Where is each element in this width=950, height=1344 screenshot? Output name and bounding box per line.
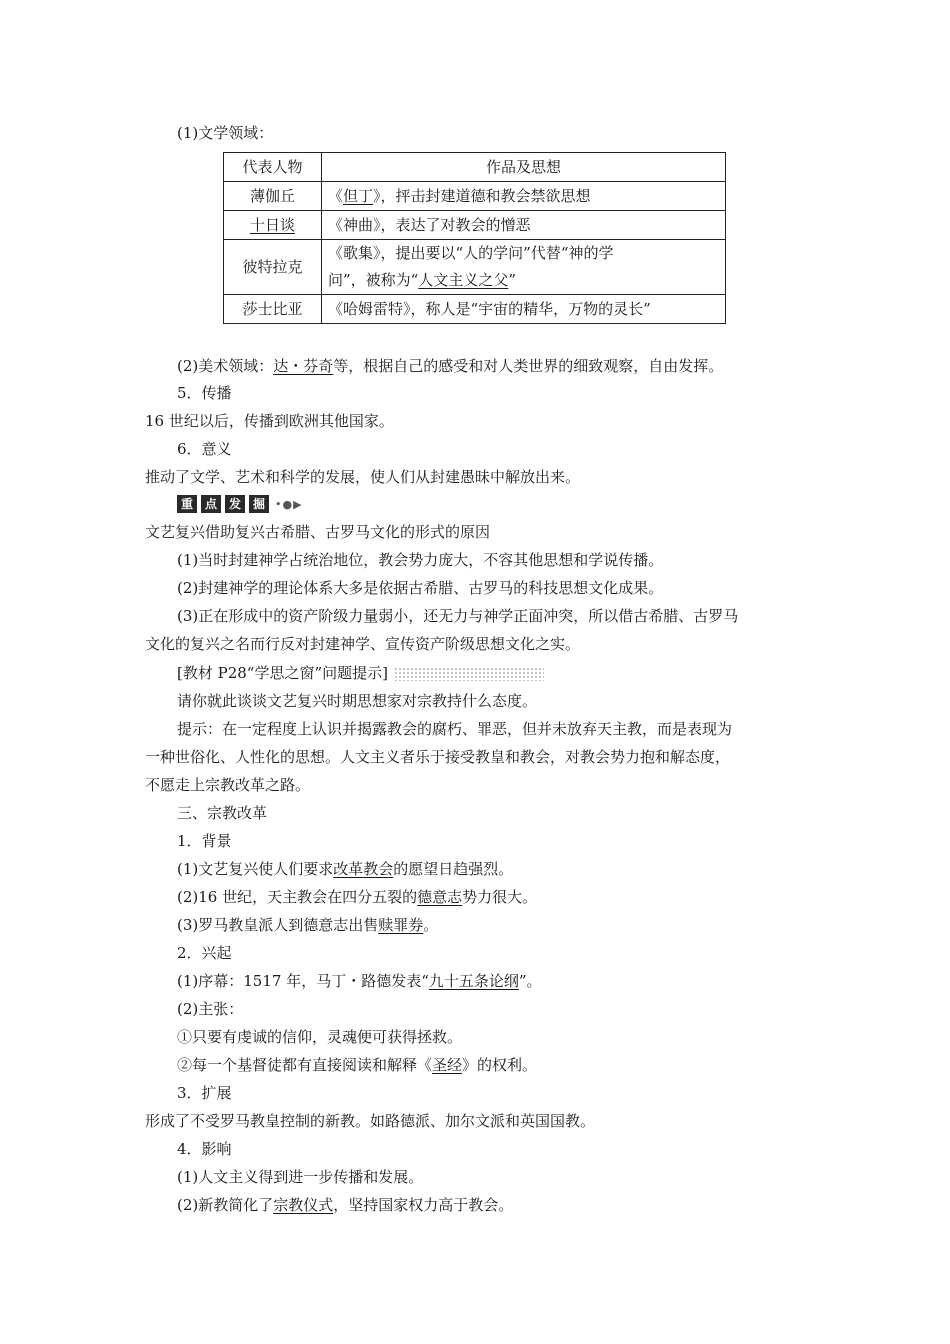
paragraph: (1)人文主义得到进一步传播和发展。 [177,1168,424,1186]
table-cell-person: 薄伽丘 [224,182,322,211]
paragraph [177,914,438,936]
table-row [224,182,726,211]
text-span: ，坚持国家权力高于教会。 [333,1196,514,1214]
dotted-bar-icon [394,667,544,681]
textbook-hint [177,662,544,684]
text-span: 《 [328,187,344,205]
paragraph [177,858,513,880]
section-title: 5．传播 [177,384,232,402]
paragraph: 形成了不受罗马教皇控制的新教。如路德派、加尔文派和英国国教。 [145,1112,596,1130]
underlined-term: 赎罪券 [378,916,424,934]
text-span: ”。 [518,972,542,990]
art-line [177,355,723,377]
paragraph: (3)正在形成中的资产阶级力量弱小，还无力与神学正面冲突，所以借古希腊、古罗马 [177,607,739,625]
paragraph: (1)当时封建神学占统治地位，教会势力庞大，不容其他思想和学说传播。 [177,551,664,569]
text-span: (1)序幕：1517 年，马丁・路德发表“ [177,972,429,990]
paragraph [177,1054,537,1076]
section-title: 2．兴起 [177,944,232,962]
paragraph: 文化的复兴之名而行反对封建神学、宣传资产阶级思想文化之实。 [145,635,581,653]
text-span: 势力很大。 [462,888,538,906]
paragraph: 推动了文学、艺术和科学的发展，使人们从封建愚昧中解放出来。 [145,468,581,486]
table-header-person: 代表人物 [224,153,322,182]
banner-char: 掘 [249,495,269,513]
underlined-term: 但丁 [343,187,374,205]
section-title: 1．背景 [177,832,232,850]
text-span: ” [508,271,517,289]
table-cell-person: 彼特拉克 [224,240,322,295]
table-row [224,240,726,295]
text-line: 《歌集》，提出要以“人的学问”代替“神的学 [328,244,614,262]
underlined-term: 宗教仪式 [273,1196,334,1214]
text-span: 等，根据自己的感受和对人类世界的细致观察，自由发挥。 [333,357,724,375]
underlined-term: 达・芬奇 [273,357,334,375]
table-cell-person: 莎士比亚 [224,295,322,324]
text-span: 。 [423,916,439,934]
text-span: 》的权利。 [462,1056,538,1074]
section-heading: 三、宗教改革 [177,804,268,822]
paragraph [177,886,537,908]
section-title: 4．影响 [177,1140,232,1158]
table-cell-work [322,182,726,211]
text-span: (2)新教简化了 [177,1196,274,1214]
section-title: 6．意义 [177,440,232,458]
section-title: 3．扩展 [177,1084,232,1102]
paragraph [177,1194,513,1216]
underlined-term: 德意志 [417,888,463,906]
key-title: 文艺复兴借助复兴古希腊、古罗马文化的形式的原因 [145,523,491,541]
banner-char: 重 [177,495,197,513]
underlined-term: 人文主义之父 [418,271,509,289]
paragraph [177,970,542,992]
key-points-banner [177,493,303,515]
table-header-work: 作品及思想 [322,153,726,182]
paragraph: 16 世纪以后，传播到欧洲其他国家。 [145,412,394,430]
arrow-dots-icon: •●▶ [275,497,303,511]
literature-heading: (1)文学领域： [177,124,274,142]
paragraph: (2)封建神学的理论体系大多是依据古希腊、古罗马的科技思想文化成果。 [177,579,664,597]
table-row [224,211,726,240]
paragraph: ①只要有虔诚的信仰，灵魂便可获得拯救。 [177,1028,463,1046]
literature-table [223,152,726,324]
table-header-row [224,153,726,182]
banner-char: 点 [201,495,221,513]
question: 请你就此谈谈文艺复兴时期思想家对宗教持什么态度。 [177,692,538,710]
text-span: (2)美术领域： [177,357,274,375]
underlined-term: 圣经 [432,1056,463,1074]
text-span: 问”，被称为“ [328,271,419,289]
text-span: (3)罗马教皇派人到德意志出售 [177,916,379,934]
text-span: ②每一个基督徒都有直接阅读和解释《 [177,1056,433,1074]
underlined-term: 改革教会 [333,860,394,878]
table-row [224,295,726,324]
text-span: (1)文艺复兴使人们要求 [177,860,334,878]
table-cell-person: 十日谈 [224,211,322,240]
underlined-term: 九十五条论纲 [428,972,519,990]
text-span: [教材 P28“学思之窗”问题提示] [177,664,388,682]
answer: 一种世俗化、人性化的思想。人文主义者乐于接受教皇和教会，对教会势力抱和解态度， [145,748,731,766]
table-cell-work: 《哈姆雷特》，称人是“宇宙的精华，万物的灵长” [322,295,726,324]
answer: 提示：在一定程度上认识并揭露教会的腐朽、罪恶，但并未放弃天主教，而是表现为 [177,720,733,738]
text-span: (2)16 世纪，天主教会在四分五裂的 [177,888,418,906]
table-cell-work [322,240,726,295]
banner-char: 发 [225,495,245,513]
paragraph: (2)主张： [177,1000,244,1018]
text-span: 》，抨击封建道德和教会禁欲思想 [373,187,591,205]
table-cell-work: 《神曲》，表达了对教会的憎恶 [322,211,726,240]
text-span: 的愿望日趋强烈。 [393,860,514,878]
answer: 不愿走上宗教改革之路。 [145,776,311,794]
text-line [328,267,719,294]
